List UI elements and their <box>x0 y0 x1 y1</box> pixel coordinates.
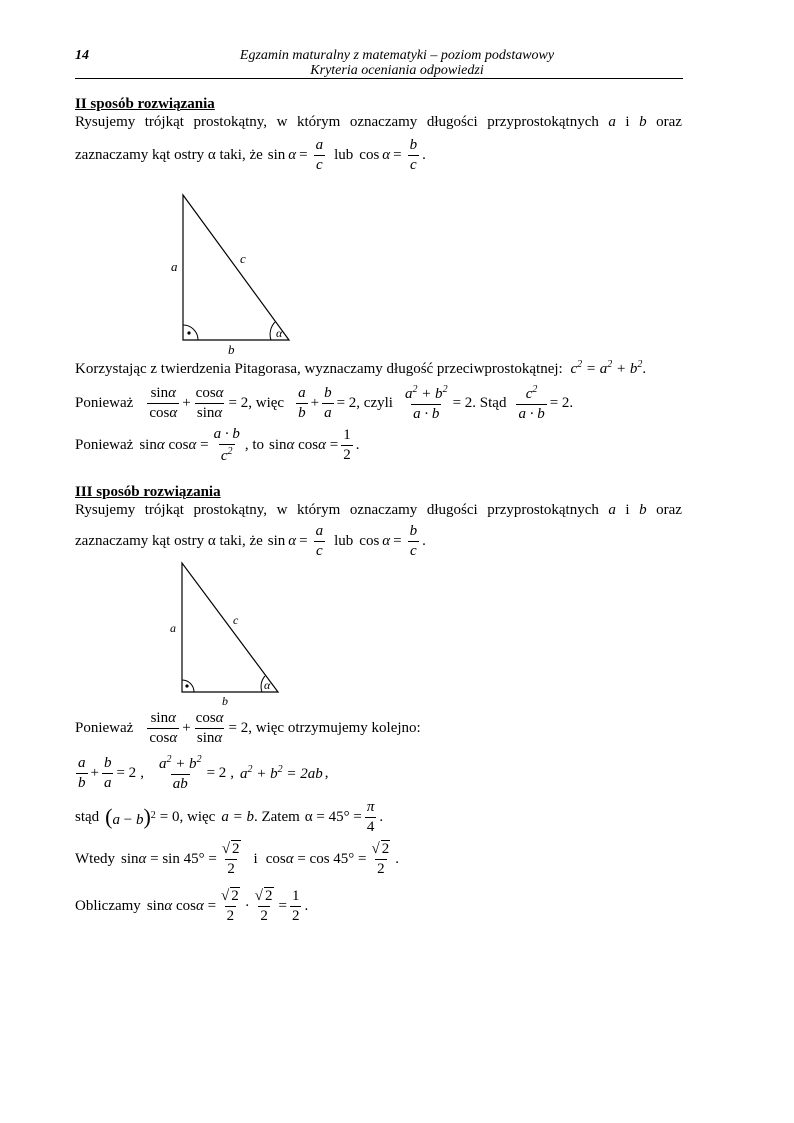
word: a <box>608 114 616 130</box>
word: prostokątny, <box>193 114 268 130</box>
word: długości <box>426 114 478 130</box>
text: , czyli <box>356 394 393 411</box>
text: Wtedy <box>75 850 115 867</box>
word: a <box>608 502 616 518</box>
text: = 2 <box>206 764 227 781</box>
word: długości <box>426 502 478 518</box>
word: oznaczamy <box>349 114 418 130</box>
section-3-equation-line2: $\frac{a}{b}$ + $\frac{b}{a}$ = 2 , $\frac{a^2 + b^2}{ab}$ = 2 , $a^2 + b^2 = 2ab$ , <box>78 753 329 792</box>
section-3-intro-line2: zaznaczamy kąt ostry α taki, że sin α = $\frac{a}{c}$ lub cos α = $\frac{b}{c}$ . <box>75 522 426 559</box>
section-2-equation-line2: Ponieważ sinα cosα = $\frac{a \cdot b}{c^2}$ , to sinα cosα = $\frac{1}{2}$ . <box>75 425 360 464</box>
text: zaznaczamy kąt ostry α taki, że <box>75 532 263 549</box>
label-c: c <box>233 613 239 627</box>
word: i <box>625 502 630 518</box>
text: = 2 <box>116 764 137 781</box>
text: = 2 <box>228 394 249 411</box>
text: , więc <box>179 808 216 825</box>
word: i <box>625 114 630 130</box>
word: oznaczamy <box>349 502 418 518</box>
pitagoras-line: Korzystając z twierdzenia Pitagorasa, wyznaczamy długość przeciwprostokątnej: $c^2 = a^2 + b^2$. <box>75 359 647 377</box>
text: . Stąd <box>472 394 507 411</box>
text: = 2 <box>336 394 357 411</box>
text: 2 <box>381 840 390 857</box>
label-b: b <box>228 342 235 357</box>
fraction <box>365 800 377 835</box>
word: w <box>276 502 288 518</box>
fraction: $\frac{a}{b}$ <box>298 384 306 421</box>
text: zaznaczamy kąt ostry α taki, że <box>75 146 263 163</box>
section-2-equation-line1: Ponieważ $\frac{\sin\alpha}{\cos\alpha}$ + $\frac{\cos\alpha}{\sin\alpha}$ = 2 , więc $\frac{a}{b}$ + $\frac{b}{a}$ = 2 , czyli $\frac{a^2 + b^2}{a \cdot b}$ = 2 . Stąd $\frac{c^2}{a \cdot b}$ = 2 . <box>75 383 574 422</box>
text: α <box>382 146 391 163</box>
text: 2 <box>232 840 240 857</box>
word: trójkąt <box>144 114 184 130</box>
text: 1 <box>291 887 300 904</box>
text: 1 <box>343 426 351 443</box>
text: = 0 <box>159 808 180 825</box>
text: 2 <box>226 907 235 924</box>
text: sin <box>267 146 286 163</box>
word: oraz <box>656 114 682 130</box>
section-2-title: II sposób rozwiązania <box>75 96 215 112</box>
text: 2 <box>260 907 268 924</box>
word: oraz <box>656 502 682 518</box>
text: a <box>315 136 324 153</box>
fraction: $\frac{\sin\alpha}{\cos\alpha}$ <box>149 384 178 421</box>
text: , więc otrzymujemy kolejno: <box>248 719 421 736</box>
text: Ponieważ <box>75 719 134 736</box>
word: przyprostokątnych <box>487 502 599 518</box>
section-3-equation-line3: stąd $(a - b)^2$ = 0 , więc a = b . Zatem α = 45° = $\frac{\pi}{4}$ . <box>75 798 384 835</box>
text: = 2 <box>452 394 473 411</box>
fraction: $\frac{a \cdot b}{c^2}$ <box>213 425 240 464</box>
word: b <box>639 502 647 518</box>
fraction: $\frac{√ 2}{2}$ <box>371 840 390 877</box>
text: lub <box>334 146 354 163</box>
text: . Zatem <box>253 808 300 825</box>
section-3-title: III sposób rozwiązania <box>75 484 221 500</box>
text: cos <box>359 146 380 163</box>
label-alpha: α <box>264 678 271 692</box>
label-b: b <box>222 694 228 708</box>
label-c: c <box>240 251 246 266</box>
text: = 2 <box>549 394 570 411</box>
fraction: $\frac{a^2 + b^2}{ab}$ <box>158 753 202 792</box>
text: c <box>410 542 417 559</box>
text: α <box>288 146 297 163</box>
text: , to <box>244 436 264 453</box>
text: = 2 <box>228 719 249 736</box>
word: którym <box>296 502 341 518</box>
section-2-intro-line2: zaznaczamy kąt ostry α taki, że sin α = $\frac{a}{c}$ lub cos α = $\frac{b}{c}$ . <box>75 136 426 173</box>
header-subtitle: Kryteria oceniania odpowiedzi <box>310 63 484 78</box>
fraction <box>290 889 302 924</box>
text: Ponieważ <box>75 394 134 411</box>
word: Rysujemy <box>75 502 136 518</box>
fraction: $\frac{b}{a}$ <box>103 754 112 791</box>
text: 2 <box>227 860 235 877</box>
text: α <box>382 532 391 549</box>
label-a: a <box>171 259 178 274</box>
text: a <box>315 522 324 539</box>
fraction: $\frac{\cos\alpha}{\sin\alpha}$ <box>195 709 224 746</box>
text: 2 <box>291 907 300 924</box>
text: 2 <box>265 887 273 904</box>
text: 2 <box>343 446 351 463</box>
text: sin <box>267 532 286 549</box>
text: c <box>316 156 323 173</box>
text: , więc <box>248 394 285 411</box>
text: Obliczamy <box>75 897 141 914</box>
word: którym <box>296 114 341 130</box>
fraction: $\frac{b}{a}$ <box>324 384 332 421</box>
text: c <box>410 156 417 173</box>
text: 45° <box>328 808 350 825</box>
text: Korzystając z twierdzenia Pitagorasa, wyznaczamy długość przeciwprostokątnej: <box>75 361 563 377</box>
fraction: $\frac{a}{b}$ <box>78 754 86 791</box>
section-3-equation-line5: Obliczamy sinα cosα = $\frac{√ 2}{2}$ · $\frac{√ 2}{2}$ = $\frac{1}{2}$ . <box>75 887 309 924</box>
text: b <box>409 522 418 539</box>
fraction: $\frac{c^2}{a \cdot b}$ <box>518 383 545 422</box>
word: trójkąt <box>144 502 184 518</box>
word: przyprostokątnych <box>487 114 599 130</box>
text: i <box>253 850 258 867</box>
word: b <box>639 114 647 130</box>
word: Rysujemy <box>75 114 136 130</box>
fraction: $\frac{√ 2}{2}$ <box>221 840 240 877</box>
text: cos <box>359 532 380 549</box>
section-3-equation-line1: Ponieważ $\frac{\sin\alpha}{\cos\alpha}$ + $\frac{\cos\alpha}{\sin\alpha}$ = 2 , więc otrzymujemy kolejno: <box>75 709 421 746</box>
text: π <box>366 798 375 815</box>
text: α <box>304 808 313 825</box>
fraction: $\frac{\cos\alpha}{\sin\alpha}$ <box>195 384 224 421</box>
fraction: $\frac{\sin\alpha}{\cos\alpha}$ <box>149 709 178 746</box>
text: b <box>409 136 418 153</box>
label-alpha: α <box>276 326 283 340</box>
text: lub <box>334 532 354 549</box>
text: α <box>288 532 297 549</box>
text: 2 <box>231 887 239 904</box>
fraction: $\frac{√ 2}{2}$ <box>254 887 273 924</box>
word: prostokątny, <box>193 502 268 518</box>
word: w <box>276 114 288 130</box>
text: c <box>316 542 323 559</box>
fraction: $\frac{a^2 + b^2}{a \cdot b}$ <box>404 383 448 422</box>
section-3-equation-line4: Wtedy sinα = sin 45° = $\frac{√ 2}{2}$ i cosα = cos 45° = $\frac{√ 2}{2}$ . <box>75 840 399 877</box>
page-number: 14 <box>75 48 89 63</box>
text: 4 <box>366 818 375 835</box>
fraction: $\frac{√ 2}{2}$ <box>221 887 239 924</box>
text: Ponieważ <box>75 436 134 453</box>
text: stąd <box>75 808 100 825</box>
header-title: Egzamin maturalny z matematyki – poziom podstawowy <box>239 48 555 63</box>
label-a: a <box>170 621 176 635</box>
text: 2 <box>377 860 385 877</box>
